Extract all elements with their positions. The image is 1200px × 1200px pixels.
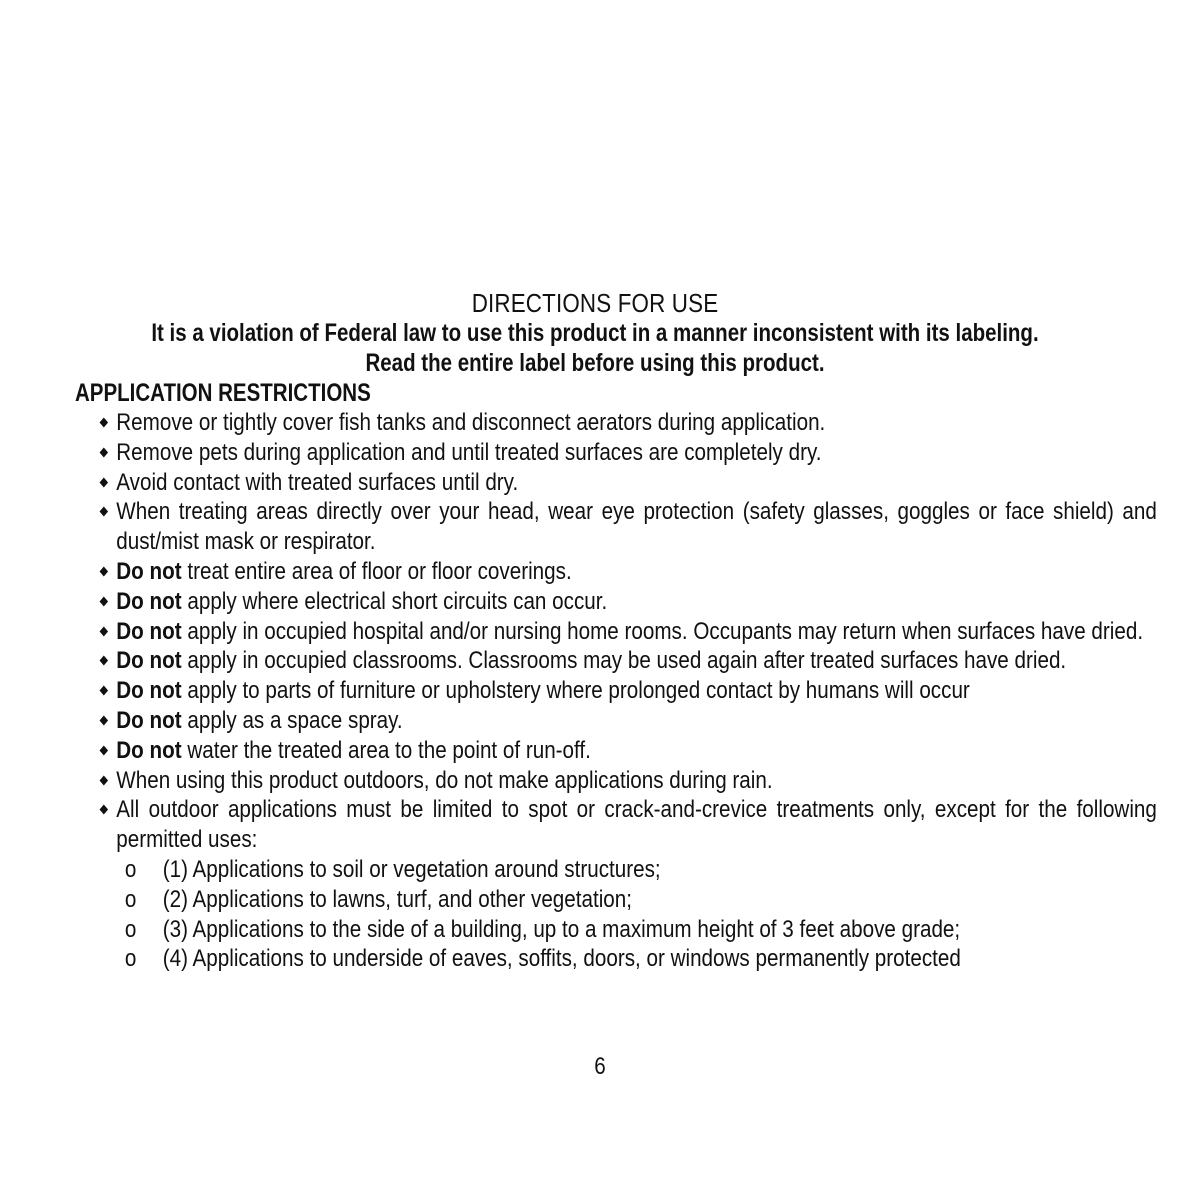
sub-bullet-marker: o bbox=[124, 915, 137, 943]
diamond-bullet-icon bbox=[100, 418, 109, 428]
permitted-use-item: o (1) Applications to soil or vegetation around structures; bbox=[124, 855, 661, 883]
permitted-use-item: o (2) Applications to lawns, turf, and other vegetation; bbox=[124, 885, 632, 913]
diamond-bullet-icon bbox=[100, 626, 109, 636]
diamond-bullet-icon bbox=[100, 686, 109, 696]
restriction-item: When treating areas directly over your head, wear eye protection (safety glasses, goggles or face shield) and dust/mist mask or respirator. bbox=[75, 497, 1157, 557]
restriction-item: Do not treat entire area of floor or floor coverings. bbox=[75, 557, 1157, 587]
restriction-item: Do not apply to parts of furniture or upholstery where prolonged contact by humans will occur bbox=[75, 676, 1157, 706]
permitted-use-item: o (4) Applications to underside of eaves, soffits, doors, or windows permanently protected bbox=[124, 945, 961, 973]
diamond-bullet-icon bbox=[100, 477, 109, 487]
diamond-bullet-icon bbox=[100, 716, 109, 726]
restriction-item: When using this product outdoors, do not make applications during rain. bbox=[75, 766, 1157, 796]
directions-title: DIRECTIONS FOR USE bbox=[471, 288, 719, 318]
federal-law-warning: It is a violation of Federal law to use this product in a manner inconsistent with its labeling. bbox=[151, 319, 1039, 347]
restrictions-list bbox=[75, 408, 1157, 855]
restriction-item: Do not apply in occupied classrooms. Classrooms may be used again after treated surfaces have dried. bbox=[75, 646, 1157, 676]
diamond-bullet-icon bbox=[100, 656, 109, 666]
application-restrictions-heading: APPLICATION RESTRICTIONS bbox=[75, 379, 371, 407]
read-label-warning: Read the entire label before using this product. bbox=[365, 349, 825, 377]
page-number: 6 bbox=[594, 1053, 606, 1080]
restriction-item: All outdoor applications must be limited to spot or crack-and-crevice treatments only, except for the following permitted uses: bbox=[75, 795, 1157, 855]
diamond-bullet-icon bbox=[100, 596, 109, 606]
sub-bullet-marker: o bbox=[124, 945, 137, 973]
restriction-item: Do not apply where electrical short circuits can occur. bbox=[75, 587, 1157, 617]
permitted-uses-list bbox=[75, 855, 1115, 974]
diamond-bullet-icon bbox=[100, 567, 109, 577]
label-document bbox=[75, 288, 1157, 974]
restriction-item: Remove or tightly cover fish tanks and disconnect aerators during application. bbox=[75, 408, 1157, 438]
restriction-item: Remove pets during application and until treated surfaces are completely dry. bbox=[75, 438, 1157, 468]
diamond-bullet-icon bbox=[100, 775, 109, 785]
diamond-bullet-icon bbox=[100, 745, 109, 755]
diamond-bullet-icon bbox=[100, 447, 109, 457]
restriction-item: Do not apply as a space spray. bbox=[75, 706, 1157, 736]
permitted-use-item: o (3) Applications to the side of a building, up to a maximum height of 3 feet above grade; bbox=[124, 915, 961, 943]
restriction-item: Avoid contact with treated surfaces until dry. bbox=[75, 468, 1157, 498]
sub-bullet-marker: o bbox=[124, 885, 137, 913]
sub-bullet-marker: o bbox=[124, 855, 137, 883]
restriction-item: Do not water the treated area to the point of run-off. bbox=[75, 736, 1157, 766]
restriction-item: Do not apply in occupied hospital and/or nursing home rooms. Occupants may return when surfaces have dried. bbox=[75, 617, 1157, 647]
diamond-bullet-icon bbox=[100, 507, 109, 517]
diamond-bullet-icon bbox=[100, 805, 109, 815]
